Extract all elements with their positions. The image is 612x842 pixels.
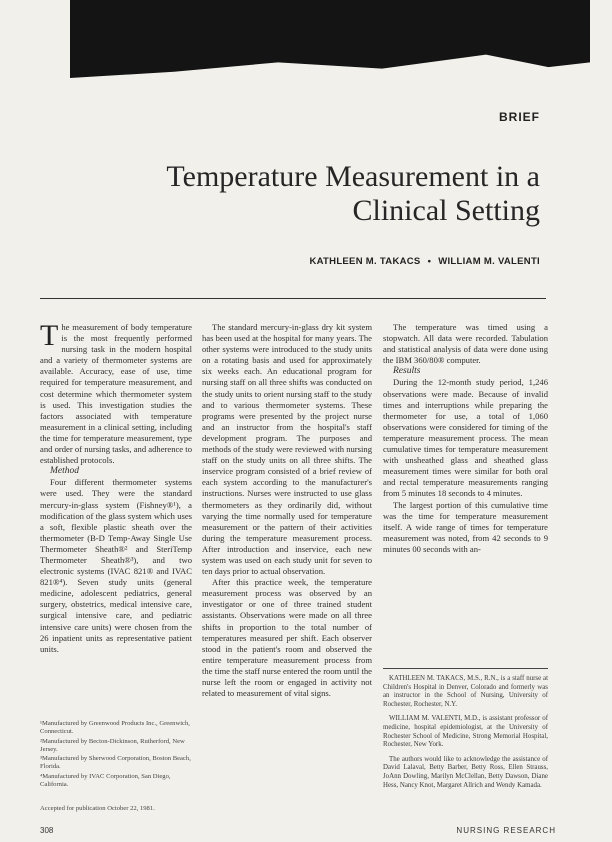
acknowledgments: The authors would like to acknowledge the assistance of David Lalaval, Betty Barber, Betty Ross, Ellen Strauss, JoAnn Dowling, Marilyn McClellan, Betty Dawson, Diane Hess, Nancy Knot, Margaret Allrich and Wendy Kamada. (383, 755, 548, 789)
title-line-1: Temperature Measurement in a (166, 160, 540, 193)
bullet-separator: • (427, 256, 432, 267)
footnote-4: ⁴Manufactured by IVAC Corporation, San Diego, California. (40, 772, 171, 789)
footnote-1: ¹Manufactured by Greenwood Products Inc., Greenwich, Connecticut. (40, 720, 190, 736)
col3-paragraph-3: The largest portion of this cumulative time was the time for temperature measurement itself. A wide range of times for temperature measurement was noted, from 42 seconds to 9 minutes 00 seconds with an- (383, 499, 548, 554)
results-heading: Results (393, 366, 421, 377)
title-divider (40, 298, 546, 299)
column-2 (202, 322, 372, 699)
accepted-note: Accepted for publication October 22, 1981. (40, 805, 155, 812)
intro-paragraph (40, 319, 192, 466)
footnote-3: ³Manufactured by Sherwood Corporation, Boston Beach, Florida. (40, 755, 191, 771)
intro-text: he measurement of body temperature is the most frequently performed nursing task in the modern hospital and a variety of thermometer systems are available. Accuracy, ease of use, time required for temperature measurement, and cost determine which thermometer system is used. This investigation studies the factors associated with temperature measurement in a clinical setting, including the time for temperature measurement, type and order of nursing tasks, and adherence to established protocols. (40, 322, 192, 466)
author-1: KATHLEEN M. TAKACS (309, 256, 421, 267)
col2-paragraph-2: After this practice week, the temperature measurement process was observed by an investigator or one of three trained student assistants. Observations were made on all three shifts in proportion to the total number of temperatures measured per shift. Each observer stood in the patient's room and observed the entire temperature measurement process from the time the staff nurse entered the room until the nurse left the room or engaged in activity not related to measurement of vital signs. (202, 577, 372, 699)
author-line (309, 256, 540, 267)
article-title (166, 160, 540, 228)
method-heading: Method (50, 466, 80, 477)
footnotes (40, 720, 192, 790)
author-bio-box (383, 668, 548, 796)
footnote-2: ²Manufactured by Becton-Dickinson, Rutherford, New Jersey. (40, 737, 185, 753)
col3-paragraph-2: During the 12-month study period, 1,246 observations were made. Because of invalid times and interruptions while preparing the thermometer for use, a total of 1,060 observations were considered for timing of the temperature measurement process. The mean cumulative times for temperature measurement with unsheathed glass and sheathed glass measurement times were similar for both oral and rectal temperature measurements ranging from 5 minutes 18 seconds to 4 minutes. (383, 377, 548, 499)
method-paragraph: Four different thermometer systems were used. They were the standard mercury-in-glass system (Fishney®¹), a modification of the glass system which uses a soft, flexible plastic sheath over the thermometer (B-D Temp-Away Single Use Thermometer Sheath®² and SteriTemp Thermometer Sheath®³), and two electronic systems (IVAC 821® and IVAC 821®⁴). Seven study units (general medicine, adolescent pediatrics, general surgery, obstetrics, medical intensive care, surgical intensive care, and pediatric intensive care units) were chosen from the 26 inpatient units as representative patient units. (40, 477, 192, 654)
title-line-2: Clinical Setting (352, 194, 540, 227)
column-1 (40, 319, 192, 655)
page-number: 308 (40, 826, 54, 835)
bio-valenti: WILLIAM M. VALENTI, M.D., is assistant professor of medicine, hospital epidemiologist, at the University of Rochester School of Medicine, Strong Memorial Hospital, Rochester, New York. (383, 715, 548, 749)
section-label: BRIEF (499, 110, 540, 124)
col2-paragraph-1: The standard mercury-in-glass dry kit system has been used at the hospital for many years. The other systems were introduced to the study units on a rotating basis and used for approximately six weeks each. An educational program for nursing staff on all three shifts was conducted on the study units to orient nursing staff to the study and to various thermometer systems. These programs were presented by the project nurse and an instructor from the hospital's staff development program. The purposes and methods of the study were reviewed with nursing staff on the study units on all three shifts. The inservice program consisted of a brief review of each system according to the manufacturer's instructions. Nurses were instructed to use glass thermometers as they ordinarily did, without varying the time normally used for temperature measurement or the pattern of their activities during the temperature measurement process. After introduction and inservice, each new system was used on each study unit for seven to ten days prior to actual observation. (202, 322, 372, 577)
column-3 (383, 322, 548, 555)
author-2: WILLIAM M. VALENTI (438, 256, 540, 267)
col3-paragraph-1: The temperature was timed using a stopwatch. All data were recorded. Tabulation and statistical analysis of data were done using the IBM 360/80® computer. (383, 322, 548, 366)
scanned-dark-band (70, 0, 590, 78)
journal-name: NURSING RESEARCH (456, 826, 556, 835)
bio-takacs: KATHLEEN M. TAKACS, M.S., R.N., is a staff nurse at Children's Hospital in Denver, Colorado and formerly was an instructor in the School of Nursing, University of Rochester, Rochester, N.Y. (383, 675, 548, 708)
drop-cap: T (40, 319, 59, 352)
